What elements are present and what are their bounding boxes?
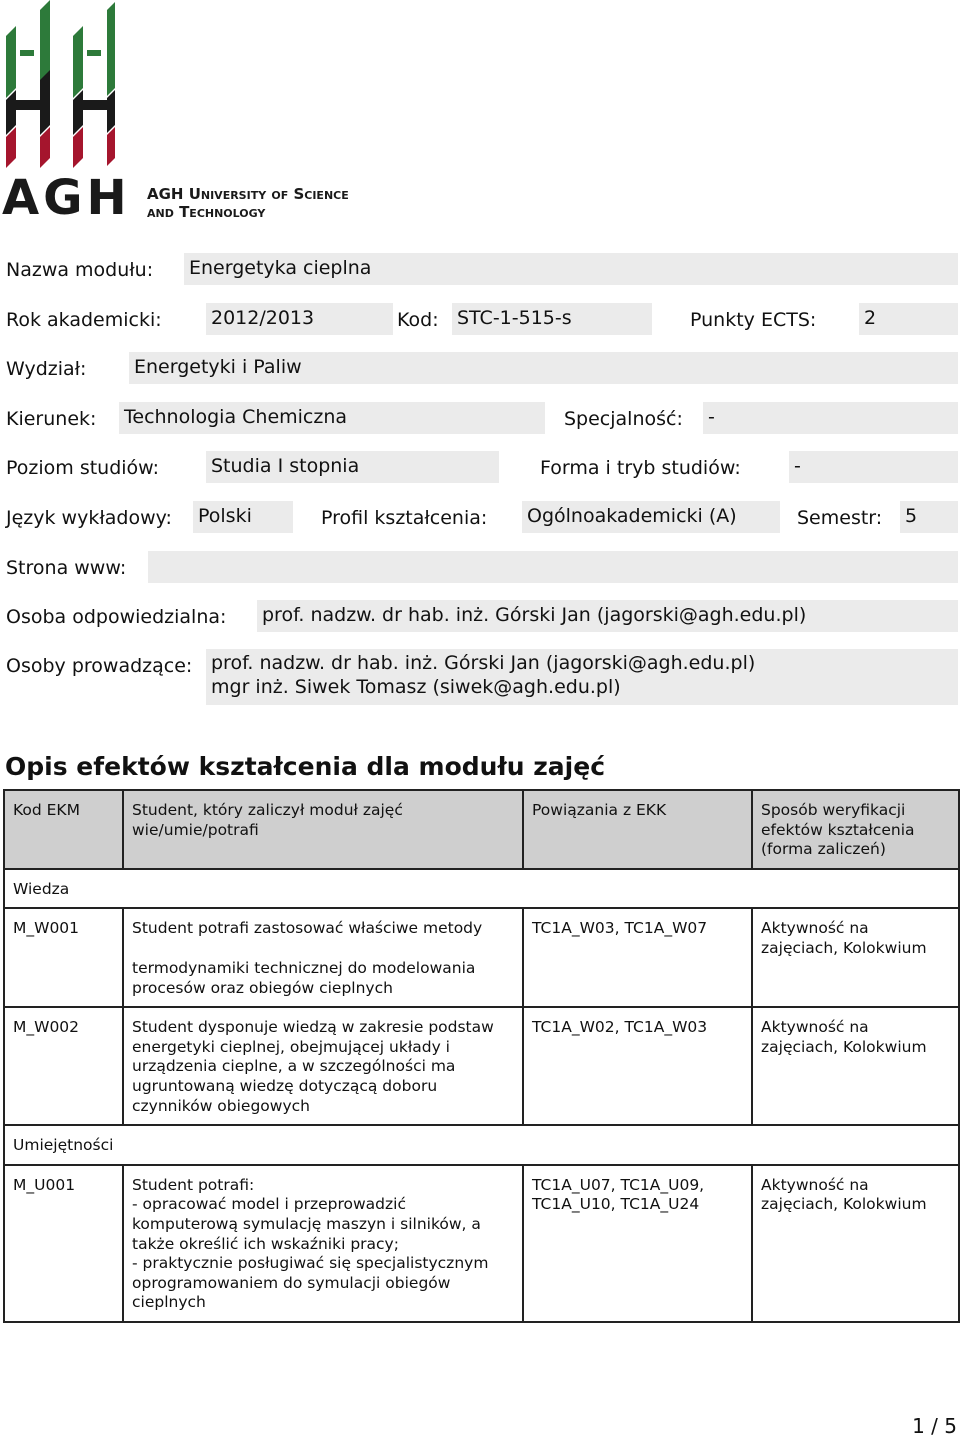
responsible-label: Osoba odpowiedzialna: [6, 606, 227, 628]
table-row [4, 1007, 959, 1125]
header-code: Kod EKM [4, 790, 123, 869]
semester-value: 5 [900, 501, 958, 533]
agh-logo-bars-icon [0, 0, 120, 170]
faculty-label: Wydział: [6, 358, 87, 380]
code-value: STC-1-515-s [452, 303, 652, 335]
agh-logo-letters: AGH [2, 170, 131, 226]
row-desc-line: termodynamiki technicznej do modelowania procesów oraz obiegów cieplnych [132, 958, 476, 997]
module-name-value: Energetyka cieplna [184, 253, 958, 285]
section-title-knowledge: Wiedza [4, 869, 959, 909]
ects-label: Punkty ECTS: [690, 309, 817, 331]
row-verify: Aktywność na zajęciach, Kolokwium [752, 908, 959, 1007]
profile-label: Profil kształcenia: [321, 507, 488, 529]
header-links: Powiązania z EKK [523, 790, 752, 869]
row-desc-line: - opracować model i przeprowadzić komputerową symulację maszyn i silników, a także określić ich wskaźniki pracy; [132, 1195, 481, 1253]
header-student: Student, który zaliczył moduł zajęć wie/umie/potrafi [123, 790, 523, 869]
row-verify: Aktywność na zajęciach, Kolokwium [752, 1007, 959, 1125]
academic-year-label: Rok akademicki: [6, 309, 162, 331]
table-row [4, 908, 959, 1007]
row-desc-line: Student potrafi: [132, 1175, 255, 1194]
form-label: Forma i tryb studiów: [540, 457, 741, 479]
level-label: Poziom studiów: [6, 457, 160, 479]
code-label: Kod: [397, 309, 439, 331]
row-desc-line: Student dysponuje wiedzą w zakresie podstaw energetyki cieplnej, obejmującej układy i urządzenia cieplne, a w szczególności ma ugruntowaną wiedzę dotyczącą doboru czynników obiegowych [132, 1018, 494, 1115]
level-value: Studia I stopnia [206, 451, 499, 483]
teachers-value [206, 649, 958, 705]
faculty-value: Energetyki i Paliw [129, 352, 958, 384]
section-row-knowledge [4, 869, 959, 909]
teacher-1: prof. nadzw. dr hab. inż. Górski Jan (jagorski@agh.edu.pl) [211, 652, 756, 674]
row-verify: Aktywność na zajęciach, Kolokwium [752, 1165, 959, 1322]
language-value: Polski [193, 501, 293, 533]
row-links: TC1A_W02, TC1A_W03 [523, 1007, 752, 1125]
university-name-line1: AGH University of Science [147, 185, 349, 203]
section-row-skills [4, 1125, 959, 1165]
form-value: - [789, 451, 958, 483]
ects-value: 2 [859, 303, 958, 335]
university-name-line2: and Technology [147, 203, 266, 221]
table-row [4, 1165, 959, 1322]
profile-value: Ogólnoakademicki (A) [522, 501, 780, 533]
field-of-study-value: Technologia Chemiczna [119, 402, 545, 434]
table-header-row [4, 790, 959, 869]
row-desc-line: Student potrafi zastosować właściwe metody [132, 919, 483, 938]
academic-year-value: 2012/2013 [206, 303, 393, 335]
row-code: M_W002 [4, 1007, 123, 1125]
row-links: TC1A_U07, TC1A_U09, TC1A_U10, TC1A_U24 [523, 1165, 752, 1322]
website-value [148, 551, 958, 583]
section-title: Opis efektów kształcenia dla modułu zajęć [5, 752, 606, 781]
row-desc-line: - praktycznie posługiwać się specjalistycznym oprogramowaniem do symulacji obiegów cieplnych [132, 1254, 489, 1312]
teacher-2: mgr inż. Siwek Tomasz (siwek@agh.edu.pl) [211, 676, 621, 698]
agh-logo [0, 0, 350, 226]
teachers-label: Osoby prowadzące: [6, 655, 193, 677]
page-number: 1 / 5 [912, 1414, 957, 1438]
field-of-study-label: Kierunek: [6, 408, 97, 430]
website-label: Strona www: [6, 557, 127, 579]
learning-outcomes-table [3, 789, 960, 1323]
row-desc [123, 1165, 523, 1322]
module-name-label: Nazwa modułu: [6, 259, 154, 281]
row-desc [123, 1007, 523, 1125]
specialty-label: Specjalność: [564, 408, 683, 430]
row-desc [123, 908, 523, 1007]
language-label: Język wykładowy: [6, 507, 172, 529]
row-code: M_U001 [4, 1165, 123, 1322]
semester-label: Semestr: [797, 507, 883, 529]
specialty-value: - [703, 402, 958, 434]
row-code: M_W001 [4, 908, 123, 1007]
header-verify: Sposób weryfikacji efektów kształcenia (forma zaliczeń) [752, 790, 959, 869]
section-title-skills: Umiejętności [4, 1125, 959, 1165]
responsible-value: prof. nadzw. dr hab. inż. Górski Jan (jagorski@agh.edu.pl) [257, 600, 958, 632]
row-links: TC1A_W03, TC1A_W07 [523, 908, 752, 1007]
